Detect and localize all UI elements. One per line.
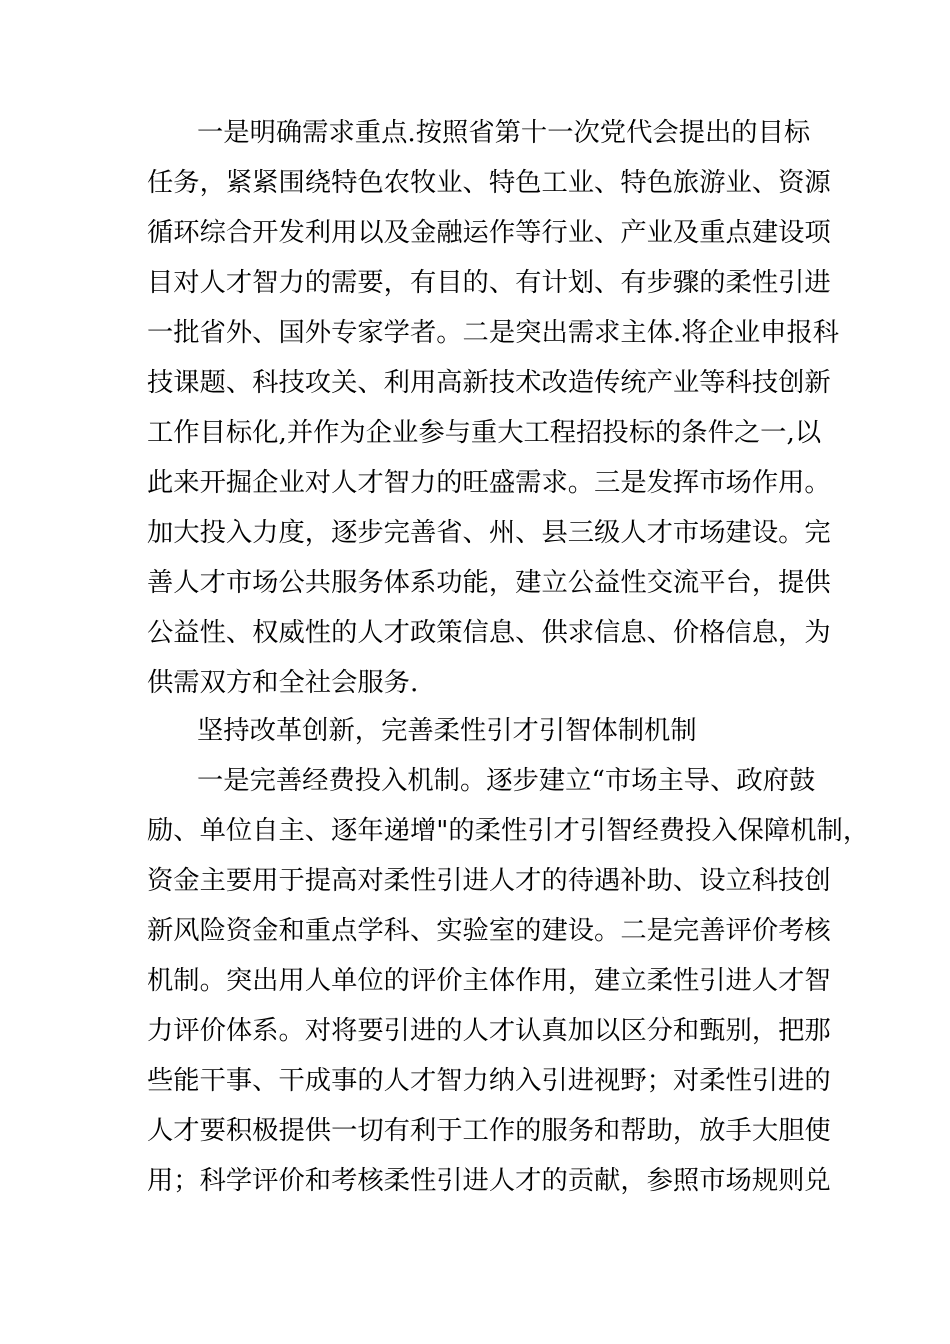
text-line: 此来开掘企业对人才智力的旺盛需求。三是发挥市场作用。 (147, 468, 831, 498)
text-line: 用；科学评价和考核柔性引进人才的贡献，参照市场规则兑 (147, 1166, 831, 1196)
text-line: 任务，紧紧围绕特色农牧业、特色工业、特色旅游业、资源 (147, 168, 831, 198)
text-line: 一是明确需求重点.按照省第十一次党代会提出的目标 (197, 118, 811, 148)
text-line: 些能干事、干成事的人才智力纳入引进视野；对柔性引进的 (147, 1066, 831, 1096)
section-heading: 坚持改革创新，完善柔性引才引智体制机制 (197, 716, 697, 746)
text-line: 力评价体系。对将要引进的人才认真加以区分和甄别，把那 (147, 1016, 831, 1046)
text-line: 加大投入力度，逐步完善省、州、县三级人才市场建设。完 (147, 518, 831, 548)
text-line: 人才要积极提供一切有利于工作的服务和帮助，放手大胆使 (147, 1116, 831, 1146)
text-line: 循环综合开发利用以及金融运作等行业、产业及重点建设项 (147, 218, 831, 248)
text-line: 一批省外、国外专家学者。二是突出需求主体.将企业申报科 (147, 318, 840, 348)
text-line: 机制。突出用人单位的评价主体作用，建立柔性引进人才智 (147, 966, 831, 996)
text-line: 技课题、科技攻关、利用高新技术改造传统产业等科技创新 (147, 368, 831, 398)
text-line: 励、单位自主、逐年递增"的柔性引才引智经费投入保障机制， (147, 816, 870, 846)
text-line: 新风险资金和重点学科、实验室的建设。二是完善评价考核 (147, 916, 831, 946)
text-line: 资金主要用于提高对柔性引进人才的待遇补助、设立科技创 (147, 866, 831, 896)
text-line: 公益性、权威性的人才政策信息、供求信息、价格信息，为 (147, 618, 831, 648)
text-line: 善人才市场公共服务体系功能，建立公益性交流平台，提供 (147, 568, 831, 598)
text-line: 一是完善经费投入机制。逐步建立“市场主导、政府鼓 (197, 766, 816, 796)
text-line: 工作目标化,并作为企业参与重大工程招投标的条件之一,以 (147, 418, 822, 448)
text-line: 供需双方和全社会服务. (147, 668, 419, 698)
text-line: 目对人才智力的需要，有目的、有计划、有步骤的柔性引进 (147, 268, 831, 298)
